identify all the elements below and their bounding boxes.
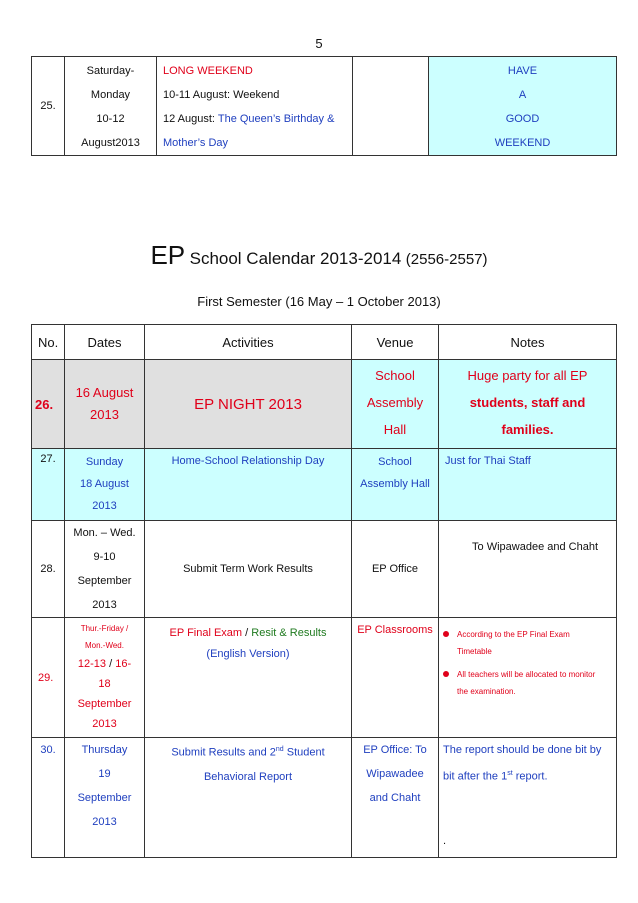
table-row [32, 360, 617, 449]
dates-cell: Sunday 18 August 2013 [65, 449, 145, 521]
venue-cell: EP Office: To Wipawadee and Chaht [352, 738, 439, 858]
dates-cell: Saturday- Monday 10-12 August2013 [65, 57, 157, 156]
activity-cell: EP Final Exam / Resit & Results (English Version) [145, 618, 352, 738]
activity-cell: EP NIGHT 2013 [145, 360, 352, 449]
header-no: No. [32, 325, 65, 360]
venue-cell: School Assembly Hall [352, 360, 439, 449]
notes-cell: HAVE A GOOD WEEKEND [429, 57, 617, 156]
weekend-table [31, 56, 617, 156]
table-row [32, 618, 617, 738]
notes-cell: Just for Thai Staff [439, 449, 617, 521]
activity-cell: LONG WEEKEND 10-11 August: Weekend 12 August: The Queen’s Birthday & Mother’s Day [157, 57, 353, 156]
venue-cell [353, 57, 429, 156]
row-number: 26. [32, 360, 65, 449]
activity-cell: Home-School Relationship Day [145, 449, 352, 521]
list-item: All teachers will be allocated to monitor the examination. [439, 666, 616, 700]
header-dates: Dates [65, 325, 145, 360]
page-number: 5 [315, 36, 323, 51]
venue-cell: EP Office [352, 521, 439, 618]
notes-cell: To Wipawadee and Chaht [439, 521, 617, 618]
notes-cell: Huge party for all EP students, staff and families. [439, 360, 617, 449]
notes-cell: The report should be done bit by bit after the 1st report. . [439, 738, 617, 858]
list-item: According to the EP Final Exam Timetable [439, 626, 616, 660]
row-number: 30. [32, 738, 65, 858]
header-venue: Venue [352, 325, 439, 360]
dates-cell: 16 August 2013 [65, 360, 145, 449]
semester-subtitle: First Semester (16 May – 1 October 2013) [197, 294, 441, 309]
table-row [32, 449, 617, 521]
row-number: 29. [32, 618, 65, 738]
table-header-row [32, 325, 617, 360]
calendar-title: EP School Calendar 2013-2014 (2556-2557) [150, 240, 488, 270]
activity-cell: Submit Term Work Results [145, 521, 352, 618]
activity-cell: Submit Results and 2nd Student Behavioral Report [145, 738, 352, 858]
row-number: 25. [32, 57, 65, 156]
bullet-icon [443, 671, 449, 677]
row-number: 28. [32, 521, 65, 618]
calendar-table [31, 324, 617, 858]
header-notes: Notes [439, 325, 617, 360]
dates-cell: Thursday 19 September 2013 [65, 738, 145, 858]
table-row [32, 521, 617, 618]
venue-cell: School Assembly Hall [352, 449, 439, 521]
row-number: 27. [32, 449, 65, 521]
header-activities: Activities [145, 325, 352, 360]
bullet-icon [443, 631, 449, 637]
dates-cell: Thur.-Friday / Mon.-Wed. 12-13 / 16- 18 September 2013 [65, 618, 145, 738]
table-row [32, 738, 617, 858]
notes-cell [439, 618, 617, 738]
venue-cell: EP Classrooms [352, 618, 439, 738]
dates-cell: Mon. – Wed. 9-10 September 2013 [65, 521, 145, 618]
table-row [32, 57, 617, 156]
